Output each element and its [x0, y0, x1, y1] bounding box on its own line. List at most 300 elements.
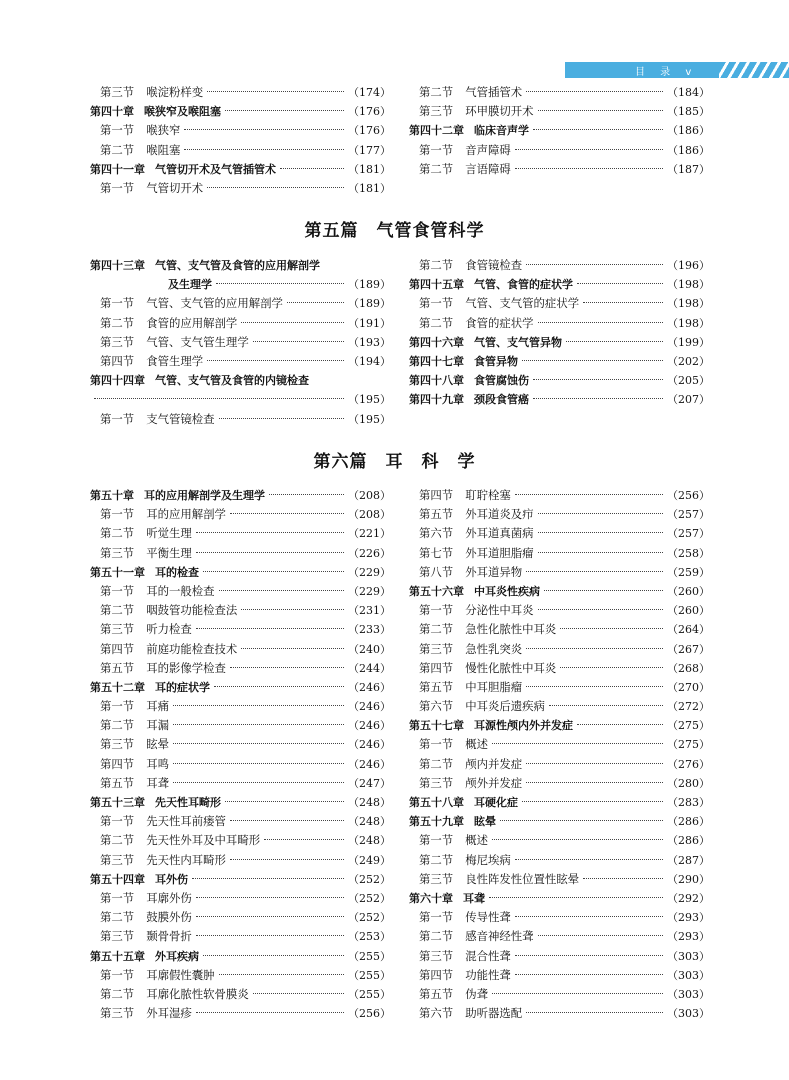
dot-leader [219, 973, 344, 975]
toc-entry-heading [409, 601, 534, 620]
toc-entry-heading [409, 927, 534, 946]
toc-entry-number: 第一节 [100, 814, 135, 829]
toc-entry-page: （252） [348, 872, 391, 886]
toc-entry-page: （181） [348, 162, 391, 176]
toc-entry-number: 第二节 [100, 718, 135, 733]
toc-section-entry[interactable] [409, 908, 710, 927]
toc-section-entry[interactable] [90, 927, 391, 946]
toc-section-entry[interactable] [90, 697, 391, 716]
toc-entry-title: 及生理学 [168, 278, 212, 292]
toc-entry-number: 第二节 [419, 85, 454, 99]
dot-leader [526, 781, 663, 783]
toc-section-entry[interactable] [90, 889, 391, 908]
toc-chapter-entry[interactable] [90, 793, 391, 812]
toc-entry-title: 慢性化脓性中耳炎 [465, 660, 557, 675]
toc-column-right [409, 256, 710, 429]
toc-section-entry[interactable] [90, 735, 391, 754]
toc-entry-heading [409, 870, 579, 889]
toc-section-entry[interactable] [90, 908, 391, 927]
toc-entry-heading [90, 659, 226, 678]
toc-entry-number: 第四十五章 [409, 278, 464, 292]
toc-entry-page: （177） [348, 143, 391, 157]
toc-chapter-entry[interactable] [409, 716, 710, 735]
toc-entry-title: 食管的症状学 [465, 315, 534, 330]
toc-entry-heading [409, 352, 518, 371]
toc-entry-page: （267） [667, 642, 710, 656]
toc-entry-number: 第三节 [100, 334, 135, 349]
toc-chapter-entry[interactable] [409, 793, 710, 812]
toc-entry-title: 良性阵发性位置性眩晕 [465, 871, 580, 886]
toc-entry-title: 耳的一般检查 [146, 583, 215, 598]
toc-section-entry[interactable] [409, 524, 710, 543]
toc-entry-title: 颈段食管癌 [474, 393, 529, 407]
toc-entry-heading [409, 947, 511, 966]
toc-entry-page: （270） [667, 680, 710, 694]
toc-entry-number: 第三节 [419, 871, 454, 886]
toc-section-entry[interactable] [90, 831, 391, 850]
toc-entry-title: 耳的检查 [155, 565, 199, 579]
toc-entry-page: （248） [348, 796, 391, 809]
toc-entry-page: （275） [667, 738, 710, 752]
toc-entry-heading [90, 563, 199, 582]
toc-entry-page: （247） [348, 776, 391, 790]
dot-leader [577, 723, 663, 725]
toc-entry-page: （199） [667, 335, 710, 349]
toc-entry-number: 第五十章 [90, 489, 134, 502]
toc-entry-page: （202） [667, 354, 710, 368]
toc-section-entry[interactable] [90, 314, 391, 333]
toc-entry-page: （293） [667, 911, 710, 925]
toc-entry-title: 气管插管术 [465, 85, 523, 99]
toc-entry-title: 概述 [465, 737, 488, 752]
dot-leader [196, 551, 344, 553]
dot-leader [515, 915, 663, 917]
dot-leader [522, 800, 663, 802]
header-band [565, 62, 789, 78]
toc-entry-page: （259） [667, 565, 710, 579]
toc-entry-number: 第一节 [100, 123, 135, 138]
dot-leader [526, 570, 663, 572]
dot-leader [526, 762, 663, 764]
toc-section-entry[interactable] [409, 659, 710, 678]
toc-entry-number: 第三节 [419, 641, 454, 656]
toc-entry-page: （186） [667, 143, 710, 157]
toc-section-entry[interactable] [409, 102, 710, 121]
part-title: 第五篇 气管食管科学 [304, 221, 485, 241]
toc-entry-number: 第一节 [100, 583, 135, 598]
toc-entry-page: （186） [667, 124, 710, 138]
toc-entry-title: 气管、支气管的症状学 [465, 296, 580, 311]
toc-entry-number: 第一节 [100, 296, 135, 311]
toc-entry-title: 中耳炎后遗疾病 [465, 699, 545, 714]
toc-entry-number: 第五十五章 [90, 949, 145, 963]
toc-entry-title: 听觉生理 [146, 526, 192, 541]
toc-entry-number: 第五节 [419, 679, 454, 694]
toc-entry-title: 气管切开术及气管插管术 [155, 162, 276, 176]
toc-entry-number: 第四节 [100, 756, 135, 771]
toc-entry-number: 第一节 [419, 603, 454, 618]
toc-entry-title: 气管、食管的症状学 [474, 278, 573, 292]
toc-section-entry[interactable] [409, 831, 710, 850]
dot-leader [253, 340, 344, 342]
toc-entry-number: 第五十九章 [409, 815, 464, 829]
toc-section-entry[interactable] [90, 640, 391, 659]
toc-section-entry[interactable] [90, 544, 391, 563]
toc-entry-heading [409, 563, 522, 582]
toc-entry-number: 第四十三章 [90, 259, 145, 272]
toc-entry-title: 气管切开术 [146, 180, 204, 195]
dot-leader [207, 90, 344, 92]
toc-entry-number: 第三节 [419, 948, 454, 963]
toc-entry-title: 食管生理学 [146, 353, 204, 368]
toc-entry-heading [409, 160, 511, 179]
toc-entry-page: （229） [348, 565, 391, 579]
toc-section-entry[interactable] [90, 985, 391, 1004]
toc-entry-title: 喉阻塞 [146, 142, 181, 157]
toc-section-entry[interactable] [90, 582, 391, 601]
toc-entry-page: （286） [667, 815, 710, 829]
toc-entry-number: 第三节 [100, 545, 135, 560]
toc-section-entry[interactable] [409, 601, 710, 620]
toc-entry-page: （253） [348, 930, 391, 944]
toc-entry-heading [90, 640, 237, 659]
toc-entry-page: （280） [667, 776, 710, 790]
toc-section-entry[interactable] [90, 620, 391, 639]
toc-entry-heading [90, 524, 192, 543]
toc-entry-number: 第一节 [100, 967, 135, 982]
toc-entry-number: 第五十四章 [90, 872, 145, 886]
toc-entry-page: （189） [348, 297, 391, 311]
dot-leader [230, 819, 344, 821]
dot-leader [538, 531, 663, 533]
toc-section-entry[interactable] [409, 505, 710, 524]
dot-leader [241, 321, 344, 323]
toc-entry-heading [409, 390, 529, 409]
toc-column-left [90, 256, 391, 429]
toc-chapter-entry[interactable] [409, 582, 710, 601]
toc-section-entry[interactable] [90, 141, 391, 160]
toc-entry-page: （246） [348, 680, 391, 694]
toc-chapter-entry[interactable] [409, 121, 710, 140]
toc-section-entry[interactable] [409, 697, 710, 716]
toc-entry-heading [409, 851, 511, 870]
dot-leader [230, 666, 344, 668]
toc-section-entry[interactable] [409, 870, 710, 889]
toc-entry-title: 颅内并发症 [465, 756, 523, 771]
toc-chapter-entry[interactable] [90, 947, 391, 966]
toc-section-entry[interactable] [90, 601, 391, 620]
toc-section-entry[interactable] [409, 544, 710, 563]
toc-entry-heading [409, 102, 534, 121]
toc-entry-heading [409, 275, 573, 294]
toc-entry-page: （256） [348, 1007, 391, 1021]
toc-entry-title: 耳鸣 [146, 756, 169, 771]
toc-entry-number: 第二节 [100, 986, 135, 1001]
dot-leader [544, 589, 663, 591]
dot-leader [203, 954, 344, 956]
toc-section-entry[interactable] [90, 659, 391, 678]
toc-entry-number: 第二节 [100, 526, 135, 541]
toc-entry-page: （255） [348, 949, 391, 963]
toc-section-entry[interactable] [90, 505, 391, 524]
toc-entry-heading [409, 640, 522, 659]
toc-chapter-entry[interactable] [90, 102, 391, 121]
toc-chapter-entry[interactable] [409, 333, 710, 352]
toc-entry-number: 第一节 [419, 737, 454, 752]
toc-section-entry[interactable] [90, 121, 391, 140]
toc-section-entry[interactable] [90, 966, 391, 985]
toc-entry-heading [90, 697, 169, 716]
toc-entry-title: 耳硬化症 [474, 796, 518, 809]
dot-leader [203, 570, 344, 572]
toc-chapter-entry[interactable] [90, 486, 391, 505]
toc-entry-number: 第一节 [100, 411, 135, 426]
toc-entry-number: 第三节 [100, 85, 135, 99]
toc-section-entry[interactable] [409, 947, 710, 966]
dot-leader [492, 992, 663, 994]
toc-section-entry[interactable] [409, 851, 710, 870]
toc-entry-page: （287） [667, 853, 710, 867]
toc-top-section [90, 83, 710, 198]
toc-entry-heading [409, 524, 534, 543]
toc-entry-title: 感音神经性聋 [465, 929, 534, 944]
dot-leader [526, 263, 663, 265]
toc-entry-number: 第五十七章 [409, 719, 464, 733]
toc-section-entry[interactable] [90, 294, 391, 313]
toc-section-entry[interactable] [409, 160, 710, 179]
toc-section-entry[interactable] [409, 966, 710, 985]
toc-section-entry[interactable] [90, 333, 391, 352]
toc-entry-title: 气管、支气管异物 [474, 335, 562, 349]
toc-section-entry[interactable] [90, 352, 391, 371]
dot-leader [192, 877, 344, 879]
toc-entry-number: 第一节 [419, 142, 454, 157]
toc-entry-title: 环甲膜切开术 [465, 104, 534, 119]
toc-entry-heading [409, 678, 522, 697]
toc-section-entry[interactable] [409, 755, 710, 774]
toc-entry-page: （208） [348, 508, 391, 522]
toc-section-entry[interactable] [409, 256, 710, 275]
toc-entry-heading [409, 333, 562, 352]
toc-section-entry[interactable] [409, 141, 710, 160]
toc-entry-heading [409, 966, 511, 985]
toc-section-entry[interactable] [409, 985, 710, 1004]
toc-entry-page: （229） [348, 584, 391, 598]
toc-entry-title: 食管的应用解剖学 [146, 315, 238, 330]
dot-leader [230, 858, 344, 860]
toc-section-entry[interactable] [409, 640, 710, 659]
toc-entry-title: 喉狭窄 [146, 123, 181, 138]
toc-entry-number: 第五节 [100, 660, 135, 675]
toc-entry-title: 先天性外耳及中耳畸形 [146, 833, 261, 848]
toc-section-entry[interactable] [90, 851, 391, 870]
dot-leader [225, 109, 344, 111]
toc-entry-heading [409, 908, 511, 927]
toc-entry-page: （198） [667, 278, 710, 292]
toc-entry-heading [90, 256, 320, 275]
toc-chapter-entry[interactable] [90, 256, 391, 275]
toc-entry-number: 第五十二章 [90, 680, 145, 694]
toc-entry-page: （257） [667, 527, 710, 541]
dot-leader [287, 301, 344, 303]
dot-leader [515, 167, 663, 169]
toc-entry-page: （246） [348, 757, 391, 771]
toc-section-entry[interactable] [409, 563, 710, 582]
toc-entry-title: 伪聋 [465, 986, 488, 1001]
toc-chapter-entry[interactable] [90, 371, 391, 390]
toc-entry-title: 耳的应用解剖学及生理学 [144, 489, 265, 502]
toc-entry-heading [90, 410, 215, 429]
toc-entry-heading [90, 966, 215, 985]
toc-entry-number: 第六节 [419, 699, 454, 714]
toc-entry-page: （184） [667, 86, 710, 99]
toc-section-entry[interactable] [90, 1004, 391, 1023]
toc-chapter-entry[interactable] [409, 812, 710, 831]
toc-entry-page: （240） [348, 642, 391, 656]
toc-entry-title: 中耳炎性疾病 [474, 584, 540, 598]
toc-section-entry[interactable] [409, 294, 710, 313]
toc-entry-number: 第四十六章 [409, 335, 464, 349]
toc-entry-number: 第六节 [419, 1006, 454, 1021]
toc-entry-number: 第一节 [419, 296, 454, 311]
dot-leader [526, 685, 663, 687]
toc-entry-heading [90, 985, 249, 1004]
toc-entry-page: （246） [348, 719, 391, 733]
toc-entry-number: 第二节 [100, 603, 135, 618]
toc-section-entry[interactable] [90, 410, 391, 429]
toc-section-entry[interactable] [409, 486, 710, 505]
dot-leader [280, 167, 344, 169]
toc-entry-title: 气管、支气管及食管的应用解剖学 [155, 259, 320, 272]
toc-entry-heading [90, 755, 169, 774]
dot-leader [515, 858, 663, 860]
toc-entry-heading [90, 735, 169, 754]
toc-column-right [409, 83, 710, 198]
toc-chapter-entry[interactable] [409, 390, 710, 409]
dot-leader [219, 589, 344, 591]
toc-section-entry[interactable] [409, 83, 710, 102]
toc-section-entry[interactable] [409, 620, 710, 639]
toc-entry-number: 第五节 [419, 986, 454, 1001]
toc-section-entry[interactable] [409, 735, 710, 754]
toc-entry-heading [409, 83, 522, 102]
toc-entry-number: 第二节 [100, 833, 135, 848]
toc-entry-page: （189） [348, 278, 391, 292]
toc-chapter-entry[interactable] [90, 160, 391, 179]
toc-entry-page: （283） [667, 796, 710, 809]
toc-section-entry[interactable] [90, 755, 391, 774]
toc-entry-page: （174） [348, 86, 391, 99]
toc-section-entry[interactable] [90, 179, 391, 198]
toc-entry-number: 第四十二章 [409, 124, 464, 138]
toc-entry-title: 外耳道异物 [465, 564, 523, 579]
dot-leader [515, 493, 663, 495]
toc-entry-page: （260） [667, 584, 710, 598]
toc-chapter-entry[interactable] [90, 563, 391, 582]
toc-entry-number: 第一节 [100, 180, 135, 195]
toc-chapter-entry[interactable] [409, 275, 710, 294]
toc-entry-number: 第四十九章 [409, 393, 464, 407]
toc-section-entry[interactable] [409, 774, 710, 793]
toc-entry-title: 平衡生理 [146, 545, 192, 560]
toc-entry-title: 功能性聋 [465, 967, 511, 982]
toc-entry-page: （286） [667, 834, 710, 848]
toc-section-entry[interactable] [90, 774, 391, 793]
toc-section-entry[interactable] [409, 1004, 710, 1023]
toc-entry-number: 第四十四章 [90, 374, 145, 388]
toc-section-entry[interactable] [90, 812, 391, 831]
dot-leader [515, 148, 663, 150]
toc-entry-title: 食管镜检查 [465, 258, 523, 272]
toc-entry-heading [90, 716, 169, 735]
dot-leader [489, 896, 663, 898]
toc-chapter-entry[interactable] [409, 889, 710, 908]
toc-entry-heading [409, 294, 579, 313]
toc-entry-title: 耳漏 [146, 718, 169, 733]
toc-entry-heading [409, 1004, 522, 1023]
toc-entry-number: 第三节 [100, 1006, 135, 1021]
dot-leader [173, 781, 344, 783]
toc-entry-heading [409, 582, 540, 601]
toc-chapter-entry[interactable] [409, 352, 710, 371]
dot-leader [253, 992, 344, 994]
toc-entry-page: （303） [667, 968, 710, 982]
toc-entry-heading [409, 620, 556, 639]
toc-entry-page: （276） [667, 757, 710, 771]
toc-chapter-entry[interactable] [90, 678, 391, 697]
toc-section-entry[interactable] [90, 524, 391, 543]
toc-entry-number: 第三节 [100, 929, 135, 944]
toc-chapter-entry[interactable] [90, 275, 391, 294]
toc-entry-number: 第一节 [100, 699, 135, 714]
toc-entry-heading [90, 831, 260, 850]
toc-entry-title: 先天性耳前瘘管 [146, 814, 226, 829]
toc-entry-number: 第六节 [419, 526, 454, 541]
toc-entry-title: 耳廓外伤 [146, 890, 192, 905]
toc-entry-page: （193） [348, 335, 391, 349]
toc-entry-number: 第五十八章 [409, 796, 464, 809]
toc-chapter-entry[interactable] [90, 870, 391, 889]
toc-entry-number: 第二节 [100, 142, 135, 157]
toc-entry-page: （260） [667, 604, 710, 618]
toc-chapter-entry[interactable] [409, 371, 710, 390]
toc-entry-page: （221） [348, 527, 391, 541]
dot-leader [196, 627, 344, 629]
toc-entry-page: （231） [348, 604, 391, 618]
toc-section-entry[interactable] [90, 716, 391, 735]
toc-entry-title: 眩晕 [146, 737, 169, 752]
toc-section-entry[interactable] [90, 83, 391, 102]
toc-entry-heading [90, 620, 192, 639]
toc-entry-number: 第五十一章 [90, 565, 145, 579]
toc-entry-heading [90, 908, 192, 927]
toc-entry-page: （196） [667, 259, 710, 272]
toc-entry-heading [90, 889, 192, 908]
toc-section-entry[interactable] [409, 678, 710, 697]
toc-section-entry[interactable] [409, 927, 710, 946]
toc-entry-heading [409, 544, 534, 563]
toc-chapter-entry[interactable] [90, 390, 391, 409]
toc-entry-title: 急性化脓性中耳炎 [465, 622, 557, 637]
toc-entry-number: 第四十七章 [409, 354, 464, 368]
dot-leader [184, 128, 344, 130]
dot-leader [515, 954, 663, 956]
toc-entry-title: 梅尼埃病 [465, 852, 511, 867]
toc-entry-title: 咽鼓管功能检查法 [146, 603, 238, 618]
toc-section-entry[interactable] [409, 314, 710, 333]
toc-entry-number: 第四十一章 [90, 162, 145, 176]
toc-entry-number: 第七节 [419, 545, 454, 560]
